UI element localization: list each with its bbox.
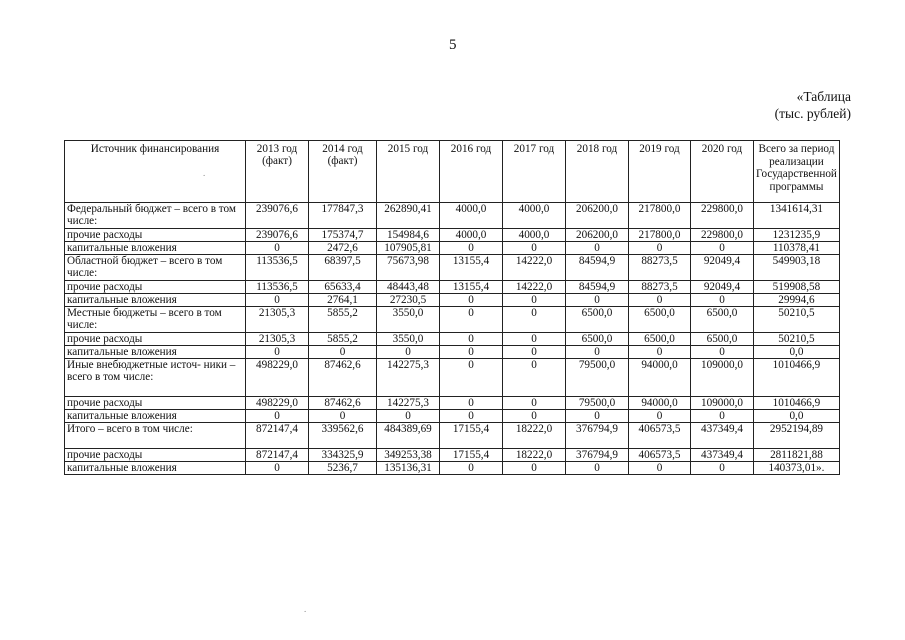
value-cell: 177847,3 [309, 203, 377, 229]
value-cell: 0 [503, 410, 566, 423]
value-cell: 0 [440, 346, 503, 359]
value-cell: 18222,0 [503, 423, 566, 449]
table-row [65, 229, 840, 242]
value-cell: 4000,0 [503, 203, 566, 229]
value-cell: 0 [566, 410, 629, 423]
value-cell: 6500,0 [691, 307, 754, 333]
value-cell: 94000,0 [629, 359, 691, 397]
value-cell: 110378,41 [754, 242, 840, 255]
value-cell: 0 [503, 333, 566, 346]
value-cell: 0,0 [754, 346, 840, 359]
value-cell: 0 [566, 294, 629, 307]
value-cell: 0 [691, 410, 754, 423]
value-cell: 0 [246, 410, 309, 423]
value-cell: 0 [503, 294, 566, 307]
table-row [65, 281, 840, 294]
table-row [65, 333, 840, 346]
value-cell: 140373,01». [754, 462, 840, 475]
row-label: прочие расходы [65, 397, 246, 410]
row-label: прочие расходы [65, 229, 246, 242]
value-cell: 0 [503, 397, 566, 410]
value-cell: 549903,18 [754, 255, 840, 281]
value-cell: 406573,5 [629, 423, 691, 449]
value-cell: 135136,31 [377, 462, 440, 475]
value-cell: 50210,5 [754, 333, 840, 346]
value-cell: 0 [691, 242, 754, 255]
value-cell: 0 [440, 410, 503, 423]
table-body [65, 141, 840, 475]
row-label: Итого – всего в том числе: [65, 423, 246, 449]
value-cell: 229800,0 [691, 229, 754, 242]
value-cell: 113536,5 [246, 255, 309, 281]
header-cell: 2014 год (факт) [309, 141, 377, 203]
value-cell: 0 [503, 242, 566, 255]
value-cell: 217800,0 [629, 203, 691, 229]
value-cell: 3550,0 [377, 307, 440, 333]
value-cell: 4000,0 [440, 229, 503, 242]
value-cell: 0 [440, 294, 503, 307]
value-cell: 4000,0 [440, 203, 503, 229]
value-cell: 107905,81 [377, 242, 440, 255]
value-cell: 27230,5 [377, 294, 440, 307]
value-cell: 2472,6 [309, 242, 377, 255]
value-cell: 6500,0 [629, 333, 691, 346]
value-cell: 1231235,9 [754, 229, 840, 242]
value-cell: 13155,4 [440, 255, 503, 281]
value-cell: 0 [440, 397, 503, 410]
value-cell: 84594,9 [566, 281, 629, 294]
value-cell: 339562,6 [309, 423, 377, 449]
header-cell: 2020 год [691, 141, 754, 203]
table-row [65, 307, 840, 333]
value-cell: 376794,9 [566, 423, 629, 449]
value-cell: 5855,2 [309, 333, 377, 346]
value-cell: 1341614,31 [754, 203, 840, 229]
value-cell: 142275,3 [377, 359, 440, 397]
value-cell: 0,0 [754, 410, 840, 423]
header-cell: 2013 год (факт) [246, 141, 309, 203]
value-cell: 88273,5 [629, 255, 691, 281]
value-cell: 0 [629, 462, 691, 475]
value-cell: 0 [246, 294, 309, 307]
value-cell: 2811821,88 [754, 449, 840, 462]
row-label: капитальные вложения [65, 462, 246, 475]
value-cell: 376794,9 [566, 449, 629, 462]
value-cell: 206200,0 [566, 203, 629, 229]
value-cell: 6500,0 [566, 307, 629, 333]
table-row [65, 449, 840, 462]
scan-speck: . [203, 168, 206, 178]
value-cell: 109000,0 [691, 359, 754, 397]
value-cell: 0 [309, 346, 377, 359]
value-cell: 94000,0 [629, 397, 691, 410]
value-cell: 0 [691, 294, 754, 307]
value-cell: 519908,58 [754, 281, 840, 294]
value-cell: 262890,41 [377, 203, 440, 229]
value-cell: 6500,0 [566, 333, 629, 346]
value-cell: 14222,0 [503, 255, 566, 281]
value-cell: 2952194,89 [754, 423, 840, 449]
value-cell: 13155,4 [440, 281, 503, 294]
value-cell: 872147,4 [246, 449, 309, 462]
value-cell: 48443,48 [377, 281, 440, 294]
value-cell: 17155,4 [440, 449, 503, 462]
value-cell: 0 [629, 294, 691, 307]
value-cell: 0 [503, 462, 566, 475]
value-cell: 142275,3 [377, 397, 440, 410]
value-cell: 0 [691, 346, 754, 359]
row-label: прочие расходы [65, 281, 246, 294]
value-cell: 206200,0 [566, 229, 629, 242]
table-row [65, 242, 840, 255]
value-cell: 0 [566, 242, 629, 255]
value-cell: 68397,5 [309, 255, 377, 281]
value-cell: 437349,4 [691, 449, 754, 462]
table-row [65, 203, 840, 229]
value-cell: 0 [440, 333, 503, 346]
value-cell: 498229,0 [246, 397, 309, 410]
value-cell: 3550,0 [377, 333, 440, 346]
table-row [65, 397, 840, 410]
value-cell: 79500,0 [566, 359, 629, 397]
value-cell: 0 [440, 307, 503, 333]
value-cell: 498229,0 [246, 359, 309, 397]
value-cell: 217800,0 [629, 229, 691, 242]
value-cell: 6500,0 [691, 333, 754, 346]
value-cell: 0 [246, 242, 309, 255]
value-cell: 349253,38 [377, 449, 440, 462]
value-cell: 1010466,9 [754, 359, 840, 397]
header-cell: 2017 год [503, 141, 566, 203]
table-caption-units: (тыс. рублей) [774, 106, 851, 121]
value-cell: 113536,5 [246, 281, 309, 294]
value-cell: 21305,3 [246, 307, 309, 333]
value-cell: 0 [246, 346, 309, 359]
value-cell: 0 [440, 242, 503, 255]
value-cell: 75673,98 [377, 255, 440, 281]
row-label: прочие расходы [65, 449, 246, 462]
value-cell: 0 [309, 410, 377, 423]
value-cell: 1010466,9 [754, 397, 840, 410]
table-header-row [65, 141, 840, 203]
row-label: капитальные вложения [65, 294, 246, 307]
value-cell: 239076,6 [246, 203, 309, 229]
value-cell: 17155,4 [440, 423, 503, 449]
value-cell: 0 [503, 346, 566, 359]
table-caption-title: «Таблица [796, 89, 851, 104]
row-label: капитальные вложения [65, 346, 246, 359]
row-label: Областной бюджет – всего в том числе: [65, 255, 246, 281]
value-cell: 88273,5 [629, 281, 691, 294]
page-number: 5 [449, 37, 457, 53]
value-cell: 239076,6 [246, 229, 309, 242]
value-cell: 229800,0 [691, 203, 754, 229]
value-cell: 2764,1 [309, 294, 377, 307]
header-cell: 2016 год [440, 141, 503, 203]
value-cell: 92049,4 [691, 281, 754, 294]
header-cell: 2019 год [629, 141, 691, 203]
value-cell: 0 [629, 346, 691, 359]
value-cell: 87462,6 [309, 397, 377, 410]
value-cell: 84594,9 [566, 255, 629, 281]
value-cell: 0 [377, 346, 440, 359]
table-row [65, 359, 840, 397]
row-label: Федеральный бюджет – всего в том числе: [65, 203, 246, 229]
value-cell: 18222,0 [503, 449, 566, 462]
value-cell: 0 [629, 410, 691, 423]
value-cell: 0 [377, 410, 440, 423]
value-cell: 334325,9 [309, 449, 377, 462]
value-cell: 79500,0 [566, 397, 629, 410]
value-cell: 437349,4 [691, 423, 754, 449]
value-cell: 872147,4 [246, 423, 309, 449]
value-cell: 0 [691, 462, 754, 475]
value-cell: 5236,7 [309, 462, 377, 475]
value-cell: 6500,0 [629, 307, 691, 333]
table-row [65, 255, 840, 281]
table-row [65, 462, 840, 475]
value-cell: 65633,4 [309, 281, 377, 294]
scan-speck: . [304, 604, 307, 614]
header-cell: Всего за период реализации Государственной программы [754, 141, 840, 203]
value-cell: 0 [566, 346, 629, 359]
value-cell: 50210,5 [754, 307, 840, 333]
value-cell: 0 [503, 359, 566, 397]
row-label: капитальные вложения [65, 410, 246, 423]
header-cell: 2015 год [377, 141, 440, 203]
value-cell: 4000,0 [503, 229, 566, 242]
value-cell: 92049,4 [691, 255, 754, 281]
value-cell: 0 [503, 307, 566, 333]
value-cell: 21305,3 [246, 333, 309, 346]
table-row [65, 423, 840, 449]
value-cell: 5855,2 [309, 307, 377, 333]
value-cell: 484389,69 [377, 423, 440, 449]
value-cell: 87462,6 [309, 359, 377, 397]
value-cell: 175374,7 [309, 229, 377, 242]
header-cell: Источник финансирования [65, 141, 246, 203]
value-cell: 0 [629, 242, 691, 255]
row-label: Местные бюджеты – всего в том числе: [65, 307, 246, 333]
value-cell: 0 [440, 462, 503, 475]
value-cell: 0 [566, 462, 629, 475]
value-cell: 0 [440, 359, 503, 397]
table-row [65, 294, 840, 307]
value-cell: 0 [246, 462, 309, 475]
row-label: Иные внебюджетные источ- ники – всего в том числе: [65, 359, 246, 397]
table-row [65, 346, 840, 359]
value-cell: 406573,5 [629, 449, 691, 462]
value-cell: 29994,6 [754, 294, 840, 307]
financing-table [64, 140, 840, 475]
value-cell: 14222,0 [503, 281, 566, 294]
table-row [65, 410, 840, 423]
header-cell: 2018 год [566, 141, 629, 203]
value-cell: 154984,6 [377, 229, 440, 242]
row-label: капитальные вложения [65, 242, 246, 255]
row-label: прочие расходы [65, 333, 246, 346]
table-caption [775, 88, 851, 122]
value-cell: 109000,0 [691, 397, 754, 410]
